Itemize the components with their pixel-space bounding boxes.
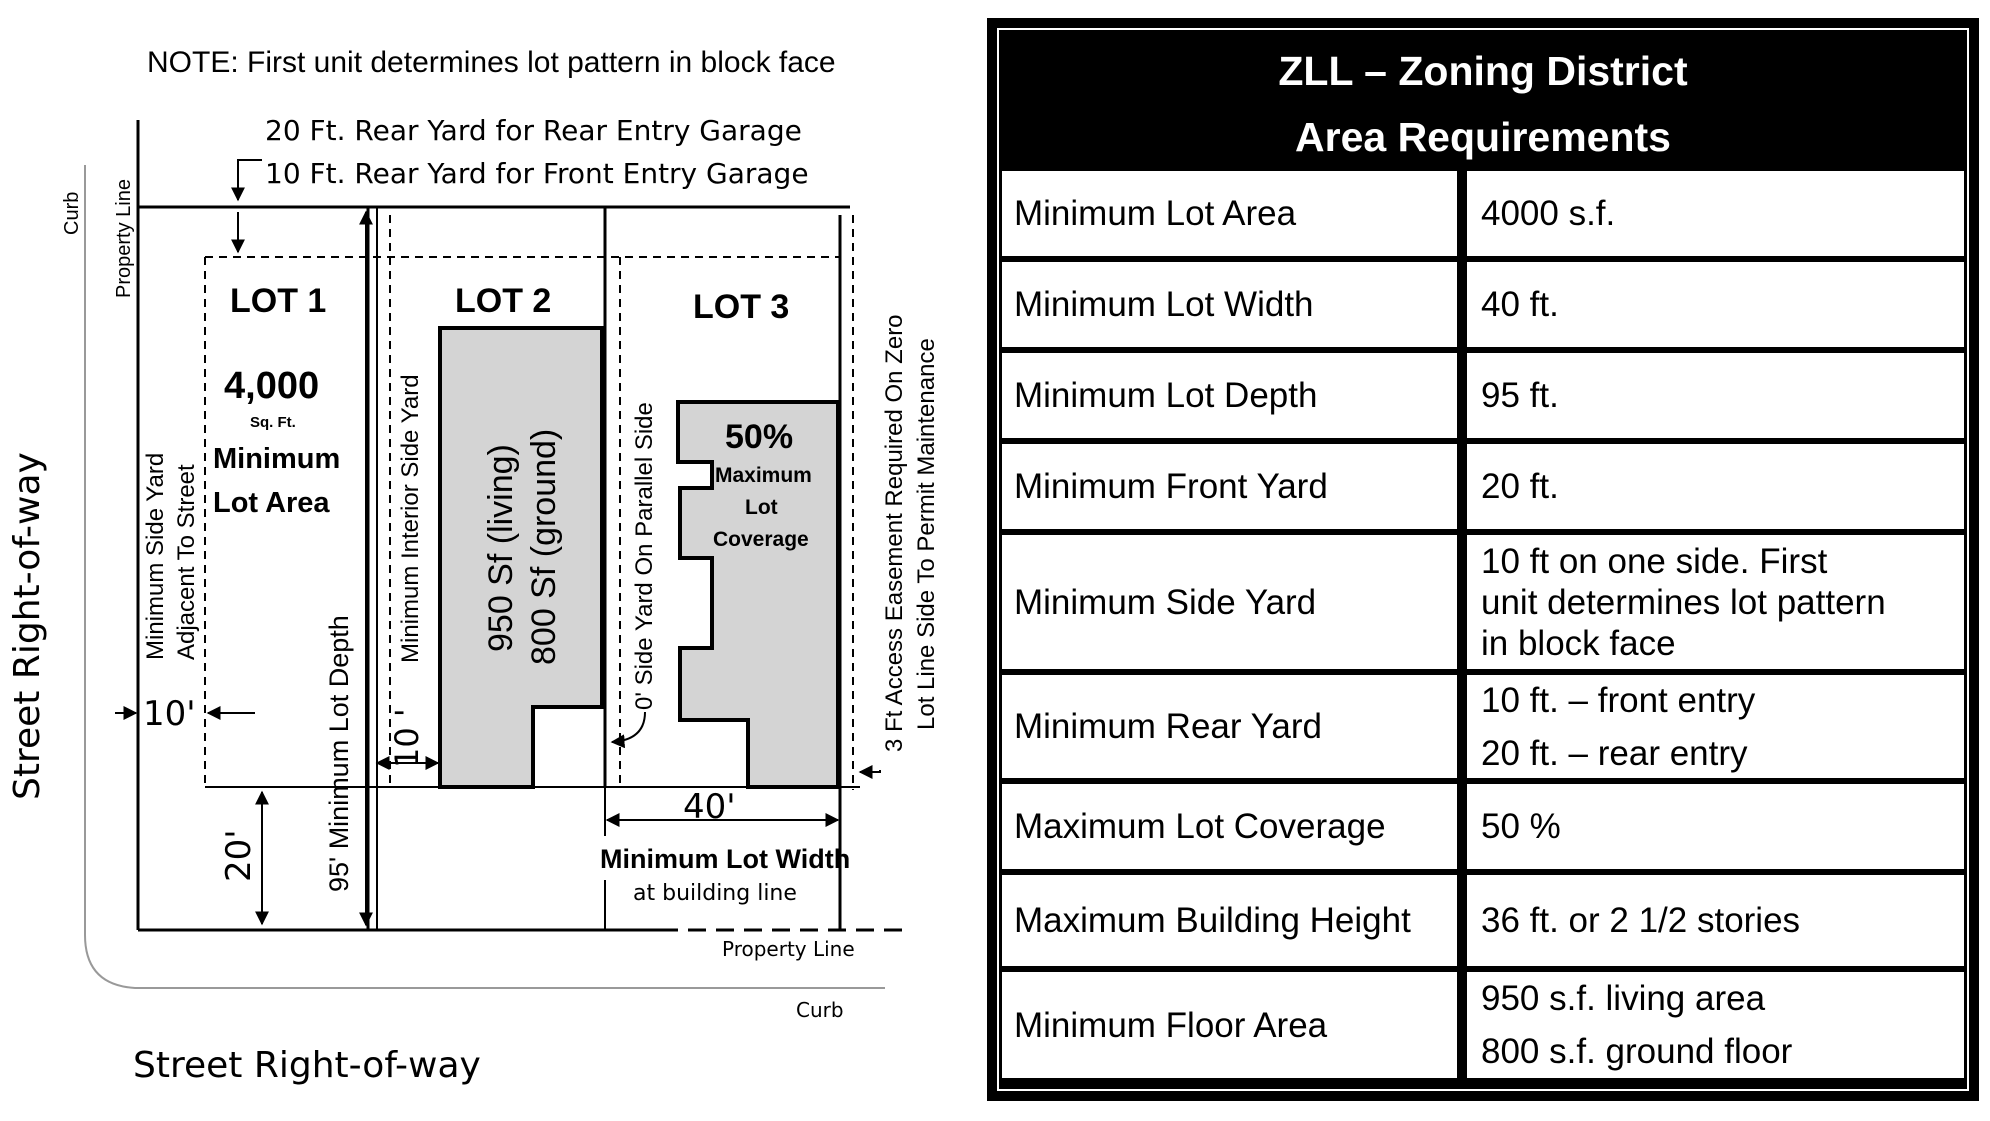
- row-label: Minimum Front Yard: [1002, 444, 1457, 529]
- row-label: Minimum Side Yard: [1002, 535, 1457, 669]
- row-value: 10 ft on one side. First unit determines lot pattern in block face: [1467, 535, 1964, 669]
- table-subtitle: Area Requirements: [1295, 114, 1671, 160]
- min-lot-width-label: Minimum Lot Width: [600, 844, 851, 874]
- table-row: [999, 781, 1967, 872]
- row-label: Minimum Lot Area: [1002, 171, 1457, 256]
- dim-10-left: 10': [143, 694, 196, 734]
- table-body: [999, 168, 1967, 1089]
- access-easement-label-2: Lot Line Side To Permit Maintenance: [913, 338, 940, 730]
- curb-top-label: Curb: [61, 191, 83, 235]
- site-plan-diagram: [0, 0, 990, 1121]
- curb-bottom-label: Curb: [796, 998, 844, 1022]
- row-label: Minimum Lot Width: [1002, 262, 1457, 347]
- row-label: Minimum Rear Yard: [1002, 675, 1457, 778]
- table-row: [999, 350, 1967, 441]
- note-text: NOTE: First unit determines lot pattern in block face: [147, 46, 836, 79]
- access-easement-label-1: 3 Ft Access Easement Required On Zero: [881, 314, 908, 752]
- row-value: 95 ft.: [1467, 353, 1964, 438]
- lot2-building: [440, 328, 602, 787]
- row-value: 50 %: [1467, 784, 1964, 869]
- lot3-title: LOT 3: [693, 288, 790, 326]
- lot3-pct: 50%: [725, 418, 794, 456]
- lot2-ground: 800 Sf (ground): [525, 428, 563, 665]
- row-value: 4000 s.f.: [1467, 171, 1964, 256]
- row-label: Minimum Floor Area: [1002, 972, 1457, 1078]
- dim-10-interior: 10 ': [388, 708, 426, 768]
- table-row: [999, 672, 1967, 781]
- lot1-minimum: Minimum: [213, 443, 341, 475]
- min-interior-side-label: Minimum Interior Side Yard: [397, 374, 424, 663]
- min-lot-depth-label: 95' Minimum Lot Depth: [324, 615, 354, 892]
- row-value: 950 s.f. living area 800 s.f. ground floor: [1467, 972, 1964, 1078]
- table-inner-frame: [997, 28, 1969, 1091]
- lot3-coverage: Coverage: [713, 528, 809, 551]
- lot3-maximum: Maximum: [715, 464, 812, 487]
- rear-yard-rear-entry-label: 20 Ft. Rear Yard for Rear Entry Garage: [265, 114, 802, 147]
- lot2-living: 950 Sf (living): [482, 444, 520, 652]
- row-value: 20 ft.: [1467, 444, 1964, 529]
- table-row: [999, 168, 1967, 259]
- side-yard-street-label-2: Adjacent To Street: [173, 464, 200, 660]
- lot1-sqft: Sq. Ft.: [250, 414, 296, 431]
- row-value: 40 ft.: [1467, 262, 1964, 347]
- table-row: [999, 872, 1967, 969]
- side-yard-parallel-label: 0' Side Yard On Parallel Side: [631, 402, 658, 710]
- row-value: 36 ft. or 2 1/2 stories: [1467, 875, 1964, 966]
- table-row: [999, 441, 1967, 532]
- at-building-line-label: at building line: [633, 881, 797, 906]
- lot3-building: [678, 402, 838, 787]
- property-line-top-label: Property Line: [113, 179, 135, 298]
- lot1-title: LOT 1: [230, 282, 327, 320]
- table-row: [999, 259, 1967, 350]
- lot2-title: LOT 2: [455, 282, 552, 320]
- street-row-left-label: Street Right-of-way: [7, 452, 48, 800]
- table-row: [999, 969, 1967, 1081]
- side-yard-parallel-leader: [612, 712, 645, 742]
- zoning-requirements-table: [987, 18, 1979, 1101]
- street-row-bottom-label: Street Right-of-way: [133, 1045, 481, 1086]
- table-title: ZLL – Zoning District: [1278, 48, 1688, 94]
- property-line-bottom-label: Property Line: [722, 937, 855, 961]
- side-yard-street-label-1: Minimum Side Yard: [142, 452, 169, 660]
- dim-20: 20': [219, 829, 259, 882]
- access-easement-leader: [860, 770, 880, 772]
- row-value: 10 ft. – front entry 20 ft. – rear entry: [1467, 675, 1964, 778]
- table-row: [999, 532, 1967, 672]
- row-label: Maximum Building Height: [1002, 875, 1457, 966]
- row-label: Minimum Lot Depth: [1002, 353, 1457, 438]
- dim-40: 40': [683, 787, 736, 827]
- row-label: Maximum Lot Coverage: [1002, 784, 1457, 869]
- lot1-lot-area: Lot Area: [213, 487, 330, 519]
- lot3-lot: Lot: [745, 496, 778, 519]
- rear-yard-leader: [238, 160, 262, 200]
- table-header: [999, 30, 1967, 168]
- rear-yard-front-entry-label: 10 Ft. Rear Yard for Front Entry Garage: [265, 157, 809, 190]
- lot1-area: 4,000: [224, 365, 320, 407]
